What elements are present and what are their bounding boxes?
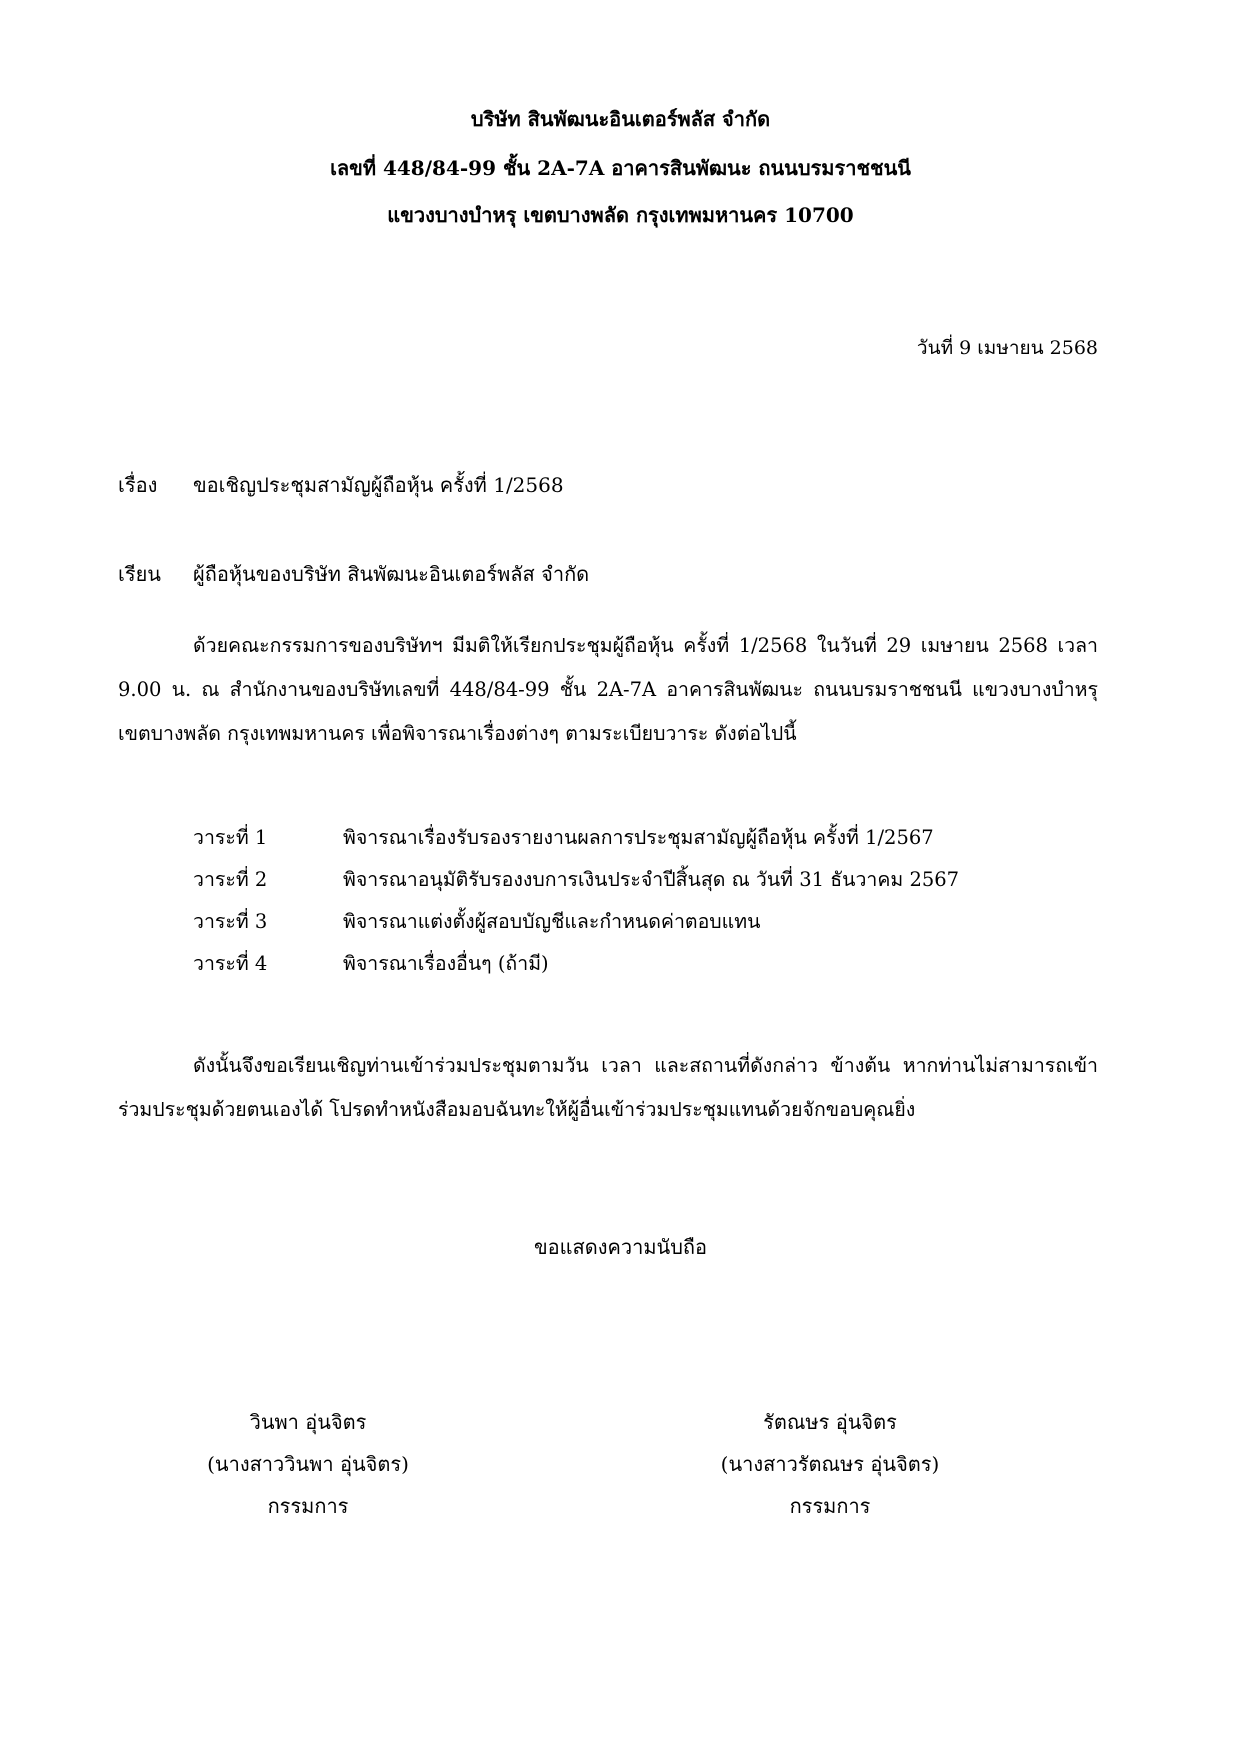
signatory-block-right (665, 1404, 995, 1530)
agenda-text: พิจารณาเรื่องอื่นๆ (ถ้ามี) (343, 952, 549, 975)
letter-date: วันที่ 9 เมษายน 2568 (916, 337, 1098, 359)
subject-row (118, 469, 564, 501)
sign-off: ขอแสดงความนับถือ (533, 1235, 708, 1259)
agenda-text: พิจารณาอนุมัติรับรองงบการเงินประจำปีสิ้นสุด ณ วันที่ 31 ธันวาคม 2567 (343, 868, 960, 891)
subject-label: เรื่อง (118, 473, 158, 497)
signature: วินพา อุ่นจิตร (249, 1410, 367, 1434)
closing-paragraph-text: ดังนั้นจึงขอเรียนเชิญท่านเข้าร่วมประชุมตามวัน เวลา และสถานที่ดังกล่าว ข้างต้น หากท่านไม่สามารถเข้าร่วมประชุมด้วยตนเองได้ โปรดทำหนังสือมอบฉันทะให้ผู้อื่นเข้าร่วมประชุมแทนด้วยจักขอบคุณยิ่ง (118, 1054, 1098, 1121)
agenda-label: วาระที่ 4 (193, 952, 268, 975)
agenda-label: วาระที่ 3 (193, 910, 268, 933)
recipient-label: เรียน (118, 562, 161, 586)
agenda-item (193, 864, 959, 906)
company-name: บริษัท สินพัฒนะอินเตอร์พลัส จำกัด (470, 107, 771, 131)
recipient-row (118, 558, 589, 590)
agenda-item (193, 822, 959, 864)
body-paragraph (118, 624, 1098, 756)
signatory-position: กรรมการ (789, 1494, 871, 1518)
signatory-full-name: (นางสาววินพา อุ่นจิตร) (207, 1452, 409, 1476)
agenda-item (193, 906, 959, 948)
agenda-text: พิจารณาแต่งตั้งผู้สอบบัญชีและกำหนดค่าตอบแทน (343, 910, 761, 933)
subject-text: ขอเชิญประชุมสามัญผู้ถือหุ้น ครั้งที่ 1/2568 (193, 473, 564, 497)
recipient-text: ผู้ถือหุ้นของบริษัท สินพัฒนะอินเตอร์พลัส จำกัด (193, 562, 590, 586)
signature: รัตณษร อุ่นจิตร (763, 1410, 897, 1434)
agenda-list (193, 822, 959, 990)
company-address-line2: แขวงบางบำหรุ เขตบางพลัด กรุงเทพมหานคร 10700 (387, 203, 854, 227)
signatory-block-left (143, 1404, 473, 1530)
agenda-item (193, 948, 959, 990)
agenda-text: พิจารณาเรื่องรับรองรายงานผลการประชุมสามัญผู้ถือหุ้น ครั้งที่ 1/2567 (343, 826, 934, 849)
signatory-full-name: (นางสาวรัตณษร อุ่นจิตร) (720, 1452, 940, 1476)
signatory-position: กรรมการ (267, 1494, 349, 1518)
closing-paragraph (118, 1044, 1098, 1132)
agenda-label: วาระที่ 2 (193, 868, 268, 891)
body-paragraph-text: ด้วยคณะกรรมการของบริษัทฯ มีมติให้เรียกประชุมผู้ถือหุ้น ครั้งที่ 1/2568 ในวันที่ 29 เมษายน 2568 เวลา 9.00 น. ณ สำนักงานของบริษัทเลขที่ 448/84-99 ชั้น 2A-7A อาคารสินพัฒนะ ถนนบรมราชชนนี แขวงบางบำหรุ เขตบางพลัด กรุงเทพมหานคร เพื่อพิจารณาเรื่องต่างๆ ตามระเบียบวาระ ดังต่อไปนี้ (118, 634, 1098, 745)
company-address-line1: เลขที่ 448/84-99 ชั้น 2A-7A อาคารสินพัฒนะ ถนนบรมราชชนนี (330, 156, 911, 180)
agenda-label: วาระที่ 1 (193, 826, 268, 849)
